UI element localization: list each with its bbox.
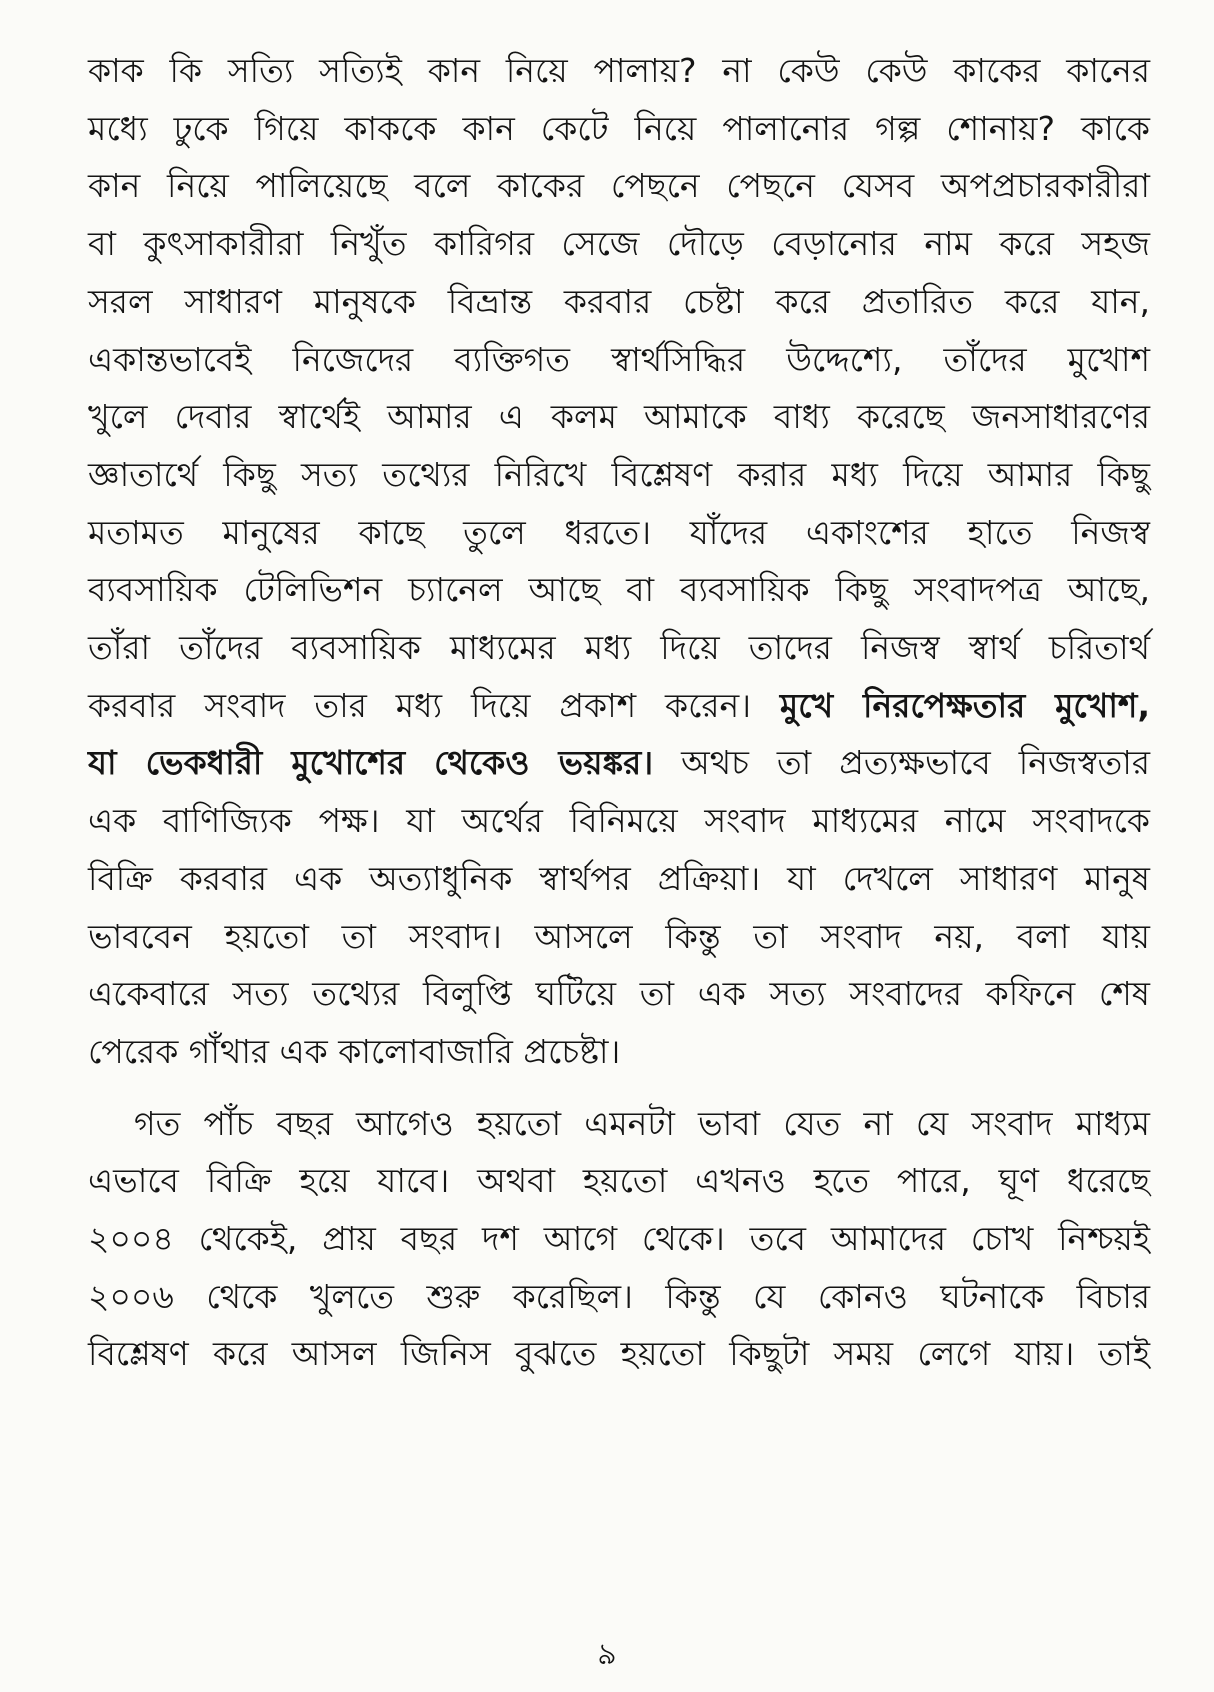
text-line: বা কুৎসাকারীরা নিখুঁত কারিগর সেজে দৌড়ে বেড়ানোর নাম করে সহজ	[88, 224, 1150, 264]
paragraph-1	[88, 42, 1150, 1081]
page-number: ৯	[597, 1637, 617, 1672]
bold-phrase: মুখে নিরপেক্ষতার মুখোশ,	[779, 685, 1150, 725]
text-line: পেরেক গাঁথার এক কালোবাজারি প্রচেষ্টা।	[88, 1031, 621, 1071]
text-line: মধ্যে ঢুকে গিয়ে কাককে কান কেটে নিয়ে পালানোর গল্প শোনায়? কাকে	[88, 108, 1150, 148]
text-line: বিক্রি করবার এক অত্যাধুনিক স্বার্থপর প্রক্রিয়া। যা দেখলে সাধারণ মানুষ	[88, 858, 1150, 898]
text-line: সরল সাধারণ মানুষকে বিভ্রান্ত করবার চেষ্টা করে প্রতারিত করে যান,	[88, 281, 1150, 321]
text-line: একেবারে সত্য তথ্যের বিলুপ্তি ঘটিয়ে তা এক সত্য সংবাদের কফিনে শেষ	[88, 974, 1150, 1014]
text-line: ভাববেন হয়তো তা সংবাদ। আসলে কিন্তু তা সংবাদ নয়, বলা যায়	[88, 916, 1150, 956]
text-line: কান নিয়ে পালিয়েছে বলে কাকের পেছনে পেছনে যেসব অপপ্রচারকারীরা	[88, 166, 1150, 206]
text-line: এক বাণিজ্যিক পক্ষ। যা অর্থের বিনিময়ে সংবাদ মাধ্যমের নামে সংবাদকে	[88, 801, 1150, 841]
text-line: যা ভেকধারী মুখোশের থেকেও ভয়ঙ্কর। অথচ তা প্রত্যক্ষভাবে নিজস্বতার	[88, 743, 1150, 783]
text-line: করবার সংবাদ তার মধ্য দিয়ে প্রকাশ করেন। মুখে নিরপেক্ষতার মুখোশ,	[88, 685, 1150, 725]
text-line: ২০০৬ থেকে খুলতে শুরু করেছিল। কিন্তু যে কোনও ঘটনাকে বিচার	[88, 1276, 1150, 1316]
text-line: জ্ঞাতার্থে কিছু সত্য তথ্যের নিরিখে বিশ্লেষণ করার মধ্য দিয়ে আমার কিছু	[88, 454, 1150, 494]
text-line: তাঁরা তাঁদের ব্যবসায়িক মাধ্যমের মধ্য দিয়ে তাদের নিজস্ব স্বার্থ চরিতার্থ	[88, 628, 1150, 668]
text-line: গত পাঁচ বছর আগেও হয়তো এমনটা ভাবা যেত না যে সংবাদ মাধ্যম	[134, 1103, 1150, 1143]
text-line: কাক কি সত্যি সত্যিই কান নিয়ে পালায়? না কেউ কেউ কাকের কানের	[88, 51, 1150, 90]
paragraph-2	[88, 1095, 1150, 1384]
text-line: খুলে দেবার স্বার্থেই আমার এ কলম আমাকে বাধ্য করেছে জনসাধারণের	[88, 397, 1150, 437]
text-line: ব্যবসায়িক টেলিভিশন চ্যানেল আছে বা ব্যবসায়িক কিছু সংবাদপত্র আছে,	[88, 570, 1150, 610]
body-text	[88, 42, 1150, 1383]
text-line: এভাবে বিক্রি হয়ে যাবে। অথবা হয়তো এখনও হতে পারে, ঘূণ ধরেছে	[88, 1161, 1150, 1201]
text-line: একান্তভাবেই নিজেদের ব্যক্তিগত স্বার্থসিদ্ধির উদ্দেশ্যে, তাঁদের মুখোশ	[88, 339, 1150, 379]
text-line: বিশ্লেষণ করে আসল জিনিস বুঝতে হয়তো কিছুটা সময় লেগে যায়। তাই	[88, 1334, 1150, 1374]
text-line: ২০০৪ থেকেই, প্রায় বছর দশ আগে থেকে। তবে আমাদের চোখ নিশ্চয়ই	[88, 1219, 1150, 1259]
text-line: মতামত মানুষের কাছে তুলে ধরতে। যাঁদের একাংশের হাতে নিজস্ব	[88, 512, 1150, 552]
bold-phrase: যা ভেকধারী মুখোশের থেকেও ভয়ঙ্কর।	[88, 743, 654, 783]
